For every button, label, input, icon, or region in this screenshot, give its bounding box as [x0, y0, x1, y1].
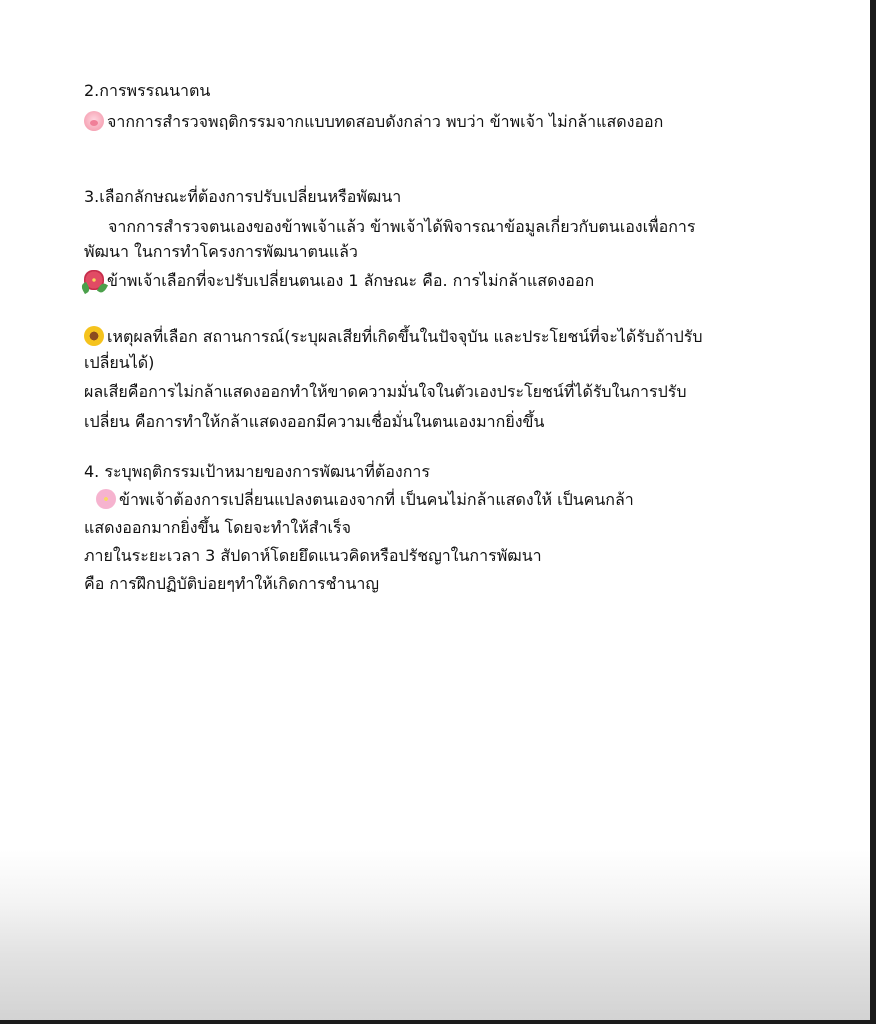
section-3-line-3	[84, 265, 594, 296]
section-2-line-1	[84, 106, 663, 137]
section-4-line-3: ภายในระยะเวลา 3 สัปดาห์โดยยึดแนวคิดหรือปรัชญาในการพัฒนา	[84, 546, 542, 565]
section-3-selection-text: ข้าพเจ้าเลือกที่จะปรับเปลี่ยนตนเอง 1 ลักษณะ คือ. การไม่กล้าแสดงออก	[107, 271, 595, 290]
section-3-heading: 3.เลือกลักษณะที่ต้องการปรับเปลี่ยนหรือพัฒนา	[84, 187, 402, 206]
section-4-text-1: ข้าพเจ้าต้องการเปลี่ยนแปลงตนเองจากที่ เป็นคนไม่กล้าแสดงให้ เป็นคนกล้า	[119, 490, 634, 509]
hibiscus-icon	[84, 270, 104, 290]
section-4-heading: 4. ระบุพฤติกรรมเป้าหมายของการพัฒนาที่ต้องการ	[84, 462, 430, 481]
reason-line-2: เปลี่ยนได้)	[84, 353, 155, 372]
section-4-line-1	[96, 484, 634, 515]
section-4-line-4: คือ การฝึกปฏิบัติบ่อยๆทำให้เกิดการชำนาญ	[84, 574, 380, 593]
section-3-line-1: จากการสำรวจตนเองของข้าพเจ้าแล้ว ข้าพเจ้าได้พิจารณาข้อมูลเกี่ยวกับตนเองเพื่อการ	[108, 217, 696, 236]
section-3-line-2: พัฒนา ในการทำโครงการพัฒนาตนแล้ว	[84, 242, 358, 261]
reason-line-4: เปลี่ยน คือการทำให้กล้าแสดงออกมีความเชื่อมั่นในตนเองมากยิ่งขึ้น	[84, 412, 545, 431]
pig-face-icon	[84, 111, 104, 131]
section-4-line-2: แสดงออกมากยิ่งขึ้น โดยจะทำให้สำเร็จ	[84, 518, 351, 537]
reason-text-1: เหตุผลที่เลือก สถานการณ์(ระบุผลเสียที่เกิดขึ้นในปัจจุบัน และประโยชน์ที่จะได้รับถ้าปรับ	[107, 327, 703, 346]
reason-line-3: ผลเสียคือการไม่กล้าแสดงออกทำให้ขาดความมั่นใจในตัวเองประโยชน์ที่ได้รับในการปรับ	[84, 382, 687, 401]
reason-line-1	[84, 321, 703, 352]
sunflower-icon	[84, 326, 104, 346]
section-2-heading: 2.การพรรณนาตน	[84, 81, 211, 100]
cherry-blossom-icon	[96, 489, 116, 509]
section-2-text: จากการสำรวจพฤติกรรมจากแบบทดสอบดังกล่าว พบว่า ข้าพเจ้า ไม่กล้าแสดงออก	[107, 112, 664, 131]
